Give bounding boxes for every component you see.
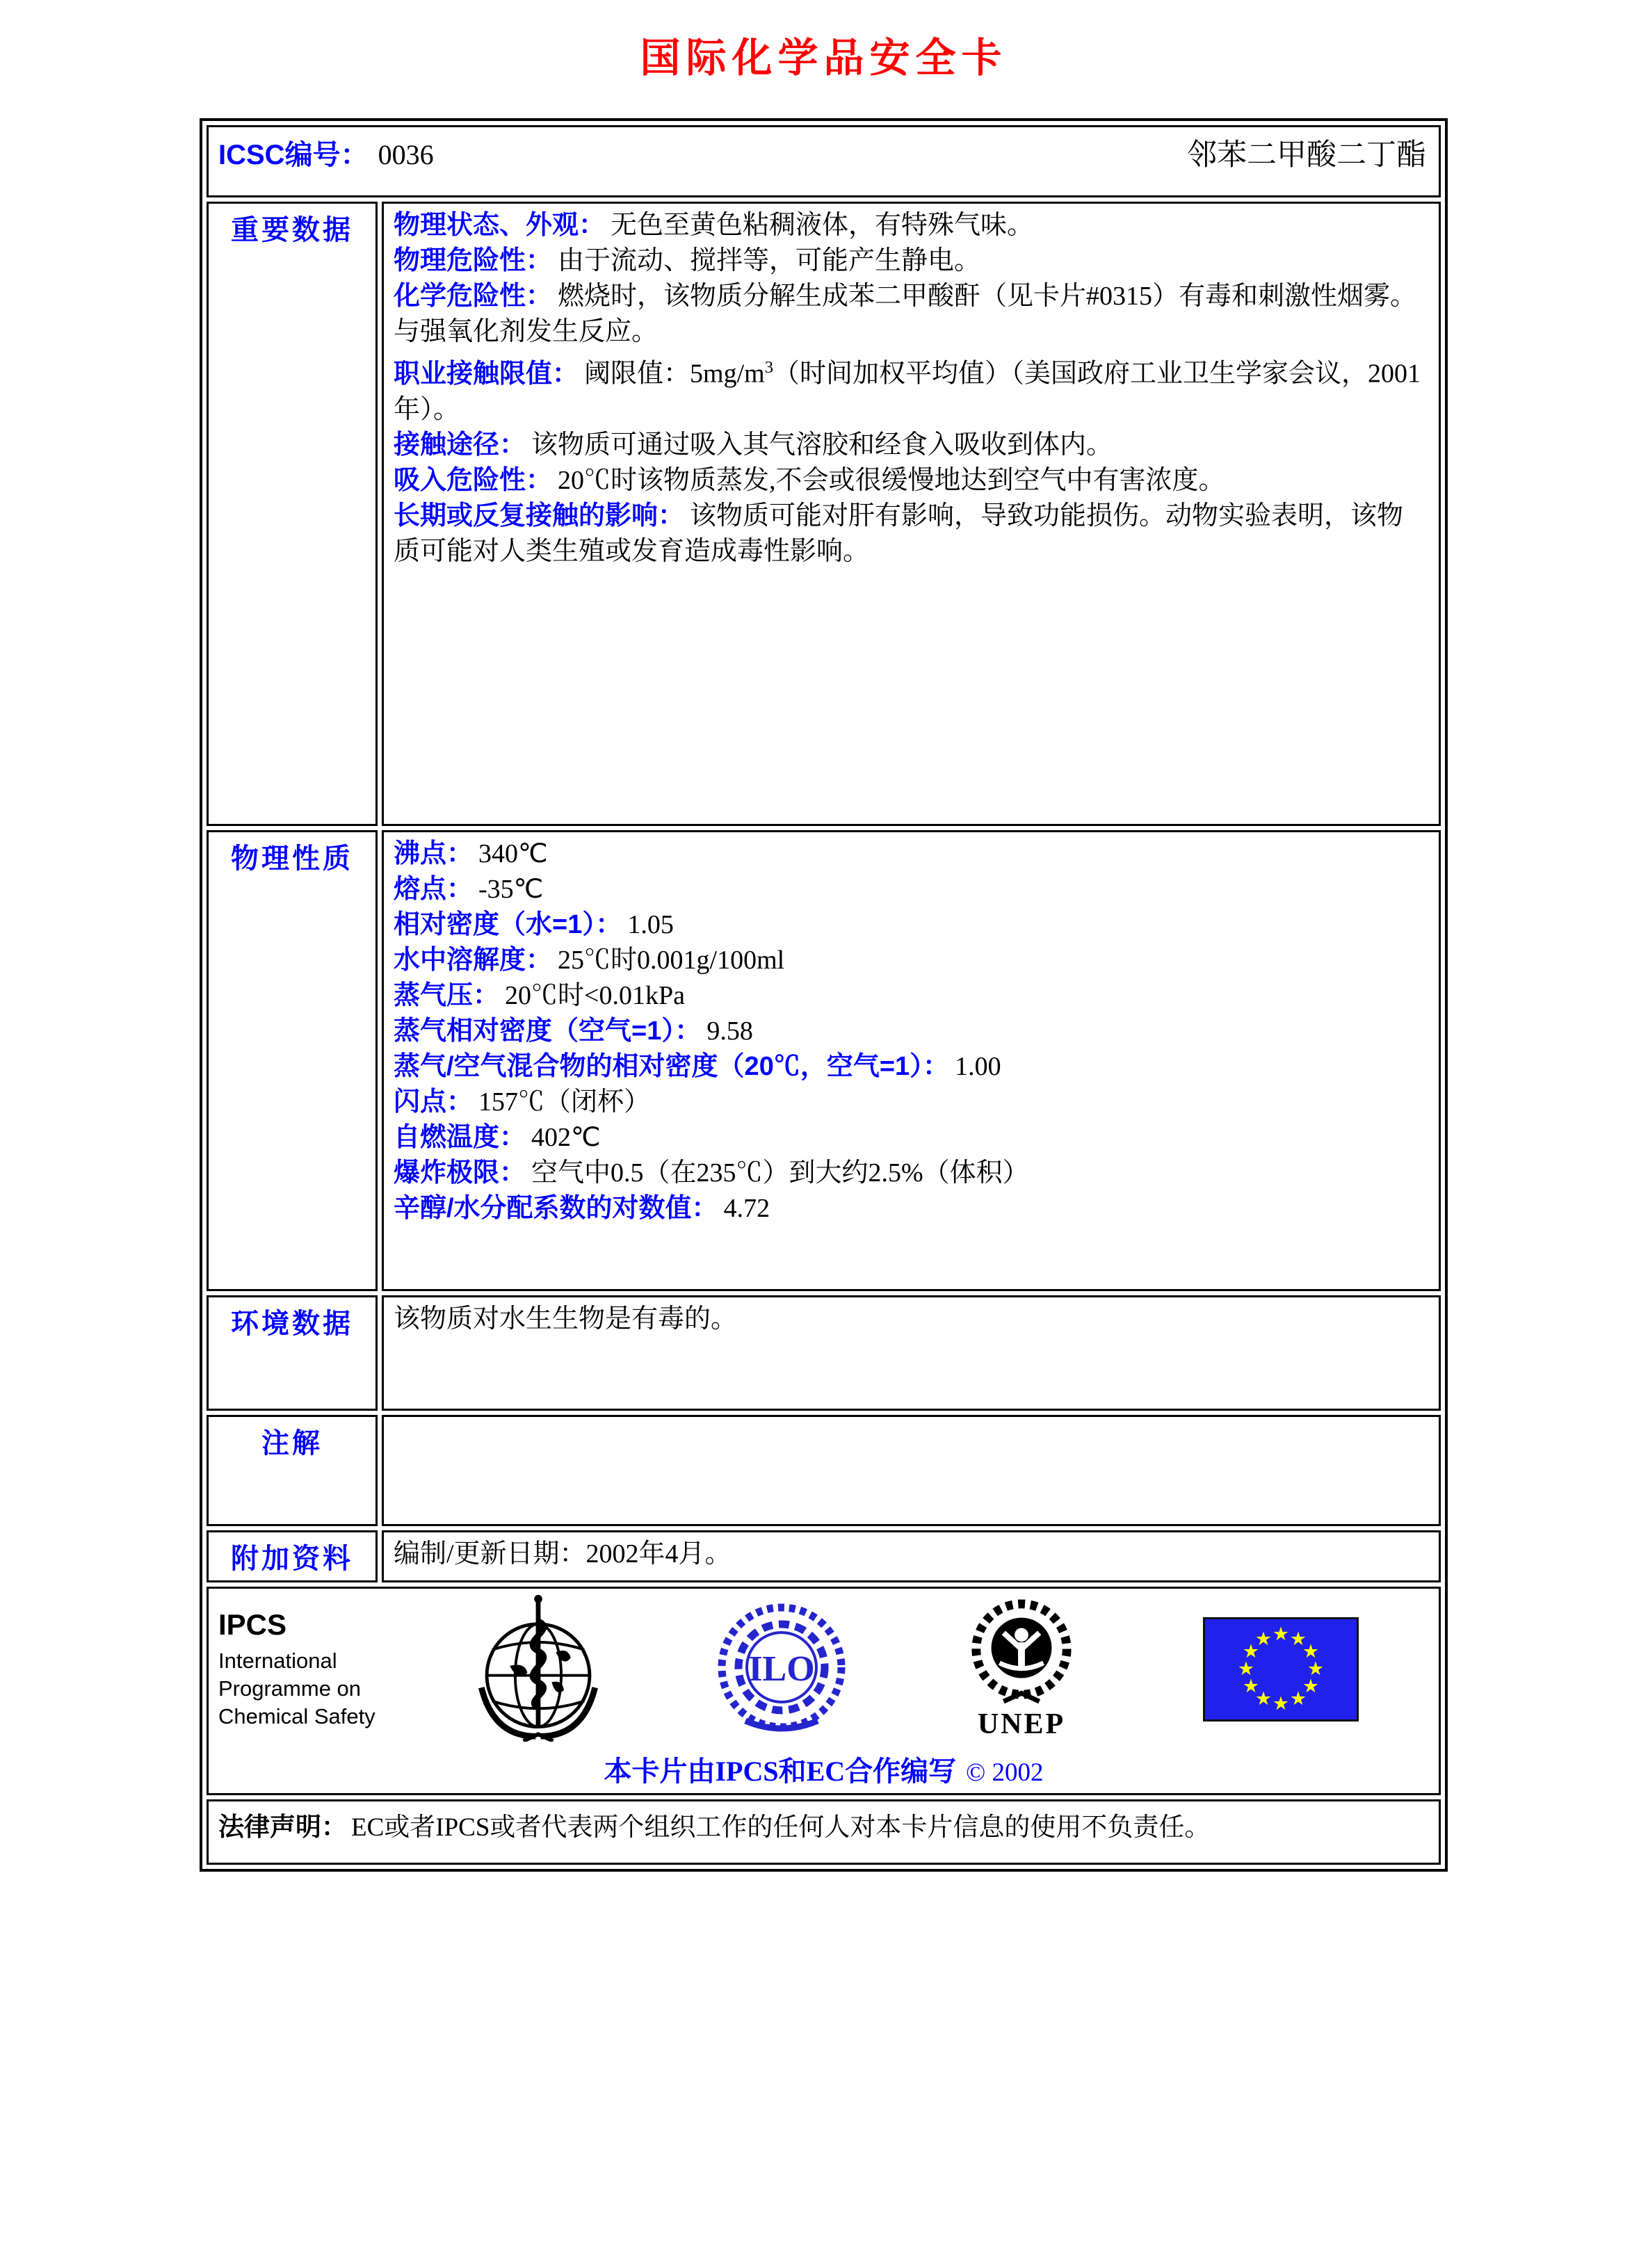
eu-star: ★: [1272, 1623, 1290, 1644]
property-label: 辛醇/水分配系数的对数值：: [394, 1194, 718, 1223]
ipcs-line: International: [218, 1648, 337, 1673]
eu-star: ★: [1302, 1675, 1320, 1696]
property-label: 自燃温度：: [394, 1123, 526, 1152]
environmental-data-row: [207, 1295, 1441, 1411]
property-value: 9.58: [706, 1016, 753, 1046]
eu-star: ★: [1254, 1687, 1273, 1709]
data-entry: [394, 243, 1429, 279]
page-title: 国际化学品安全卡: [640, 35, 1008, 81]
eu-star: ★: [1302, 1640, 1320, 1662]
ipcs-line: Programme on: [218, 1676, 362, 1701]
property-value: 340℃: [478, 839, 548, 868]
entry-value: 该物质可通过吸入其气溶胶和经食入吸收到体内。: [531, 430, 1113, 460]
entry-label: 接触途径：: [394, 430, 526, 460]
chemical-name: 邻苯二甲酸二丁酯: [1187, 139, 1426, 172]
property-value: -35℃: [478, 875, 544, 904]
icsc-number-value: 0036: [378, 139, 434, 170]
icsc-table: [200, 118, 1448, 1872]
environmental-data-content: 该物质对水生生物是有毒的。: [382, 1295, 1441, 1411]
property-entry: [394, 1014, 1429, 1049]
icsc-number-label: ICSC编号：: [218, 140, 369, 170]
eu-star: ★: [1272, 1692, 1290, 1714]
section-label-notes: 注解: [207, 1415, 378, 1526]
property-entry: [394, 1156, 1429, 1191]
eu-star: ★: [1242, 1675, 1260, 1696]
legal-text: EC或者IPCS或者代表两个组织工作的任何人对本卡片信息的使用不负责任。: [351, 1813, 1211, 1842]
property-label: 熔点：: [394, 875, 474, 904]
unep-letters: UNEP: [977, 1708, 1066, 1740]
property-value: 20℃时<0.01kPa: [505, 981, 685, 1010]
property-label: 蒸气/空气混合物的相对密度（20℃，空气=1）：: [394, 1052, 950, 1081]
entry-value: 燃烧时，该物质分解生成苯二甲酸酐（见卡片#0315）有毒和刺激性烟雾。与强氧化剂发生反应。: [394, 282, 1417, 346]
logos-row: [207, 1587, 1441, 1795]
icsc-number-group: [218, 133, 434, 172]
data-entry: [394, 428, 1429, 463]
superscript: 3: [764, 358, 774, 377]
property-entry: [394, 1049, 1429, 1085]
property-entry: [394, 1120, 1429, 1156]
property-label: 蒸气压：: [394, 981, 500, 1010]
data-entry: [394, 208, 1429, 243]
property-entry: [394, 1191, 1429, 1226]
notes-row: [207, 1415, 1441, 1526]
entry-label: 职业接触限值：: [394, 359, 579, 389]
header-cell: [207, 125, 1441, 197]
property-value: 1.05: [627, 910, 674, 939]
eu-star: ★: [1289, 1628, 1307, 1649]
property-label: 蒸气相对密度（空气=1）：: [394, 1016, 702, 1046]
icsc-card-page: [0, 25, 1632, 1872]
legal-label: 法律声明：: [218, 1813, 347, 1841]
eu-star: ★: [1242, 1640, 1260, 1662]
property-value: 157℃（闭杯）: [478, 1087, 651, 1117]
ilo-letters: ILO: [748, 1649, 815, 1689]
entry-value: 由于流动、搅拌等，可能产生静电。: [558, 246, 981, 275]
property-label: 闪点：: [394, 1087, 474, 1117]
legal-row: [207, 1799, 1441, 1865]
section-label-physical-properties: 物理性质: [207, 830, 378, 1291]
entry-label: 化学危险性：: [394, 282, 553, 311]
eu-star: ★: [1289, 1687, 1307, 1709]
property-label: 爆炸极限：: [394, 1158, 526, 1188]
data-entry: [394, 279, 1429, 350]
eu-star: ★: [1237, 1658, 1255, 1679]
copyright-text: 本卡片由IPCS和EC合作编写: [604, 1756, 957, 1787]
property-value: 1.00: [955, 1052, 1001, 1081]
ipcs-line: Chemical Safety: [218, 1703, 375, 1728]
property-entry: [394, 872, 1429, 907]
header-row: [207, 125, 1441, 197]
physical-properties-content: [382, 830, 1441, 1291]
ipcs-name: IPCS: [218, 1607, 287, 1641]
entry-value: 该物质可能对肝有影响，导致功能损伤。动物实验表明，该物质可能对人类生殖或发育造成毒性影响。: [394, 501, 1404, 566]
copyright-line: [218, 1749, 1429, 1789]
additional-info-content: 编制/更新日期：2002年4月。: [382, 1530, 1441, 1582]
property-label: 水中溶解度：: [394, 946, 553, 975]
eu-star: ★: [1307, 1658, 1325, 1679]
property-entry: [394, 1085, 1429, 1120]
property-value: 空气中0.5（在235℃）到大约2.5%（体积）: [531, 1158, 1029, 1188]
entry-label: 长期或反复接触的影响：: [394, 501, 685, 530]
ilo-logo-icon: [718, 1598, 846, 1740]
section-label-important-data: 重要数据: [207, 202, 378, 826]
property-label: 沸点：: [394, 839, 474, 868]
property-value: 25℃时0.001g/100ml: [558, 946, 785, 975]
ipcs-text-block: [218, 1608, 401, 1731]
who-logo-icon: [470, 1593, 606, 1745]
important-data-content: [382, 202, 1441, 826]
property-entry: [394, 907, 1429, 943]
property-value: 4.72: [723, 1194, 770, 1223]
property-entry: [394, 943, 1429, 978]
property-value: 402℃: [531, 1123, 601, 1152]
entry-value: 20℃时该物质蒸发,不会或很缓慢地达到空气中有害浓度。: [558, 465, 1225, 495]
eu-star: ★: [1254, 1628, 1273, 1649]
entry-value: 无色至黄色粘稠液体，有特殊气味。: [611, 211, 1034, 240]
property-label: 相对密度（水=1）：: [394, 910, 622, 939]
important-data-row: [207, 202, 1441, 826]
eu-flag-icon: [1203, 1617, 1359, 1722]
copyright-year: © 2002: [966, 1758, 1044, 1787]
data-entry: [394, 463, 1429, 499]
physical-properties-row: [207, 830, 1441, 1291]
entry-label: 物理危险性：: [394, 246, 553, 275]
entry-label: 吸入危险性：: [394, 465, 553, 495]
entry-value-post: （时间加权平均值）（美国政府工业卫生学家会议，2001年）。: [394, 359, 1421, 424]
legal-cell: [207, 1799, 1441, 1865]
data-entry: [394, 499, 1429, 569]
entry-value-pre: 阈限值：5mg/m: [584, 359, 765, 389]
unep-logo-icon: [957, 1597, 1086, 1741]
entry-label: 物理状态、外观：: [394, 211, 606, 240]
property-entry: [394, 836, 1429, 872]
section-label-additional-info: 附加资料: [207, 1530, 378, 1582]
property-entry: [394, 978, 1429, 1014]
additional-info-row: [207, 1530, 1441, 1582]
notes-content: [382, 1415, 1441, 1526]
data-entry-occupational-limit: [394, 350, 1429, 428]
logos-cell: [207, 1587, 1441, 1795]
section-label-environmental-data: 环境数据: [207, 1295, 378, 1411]
